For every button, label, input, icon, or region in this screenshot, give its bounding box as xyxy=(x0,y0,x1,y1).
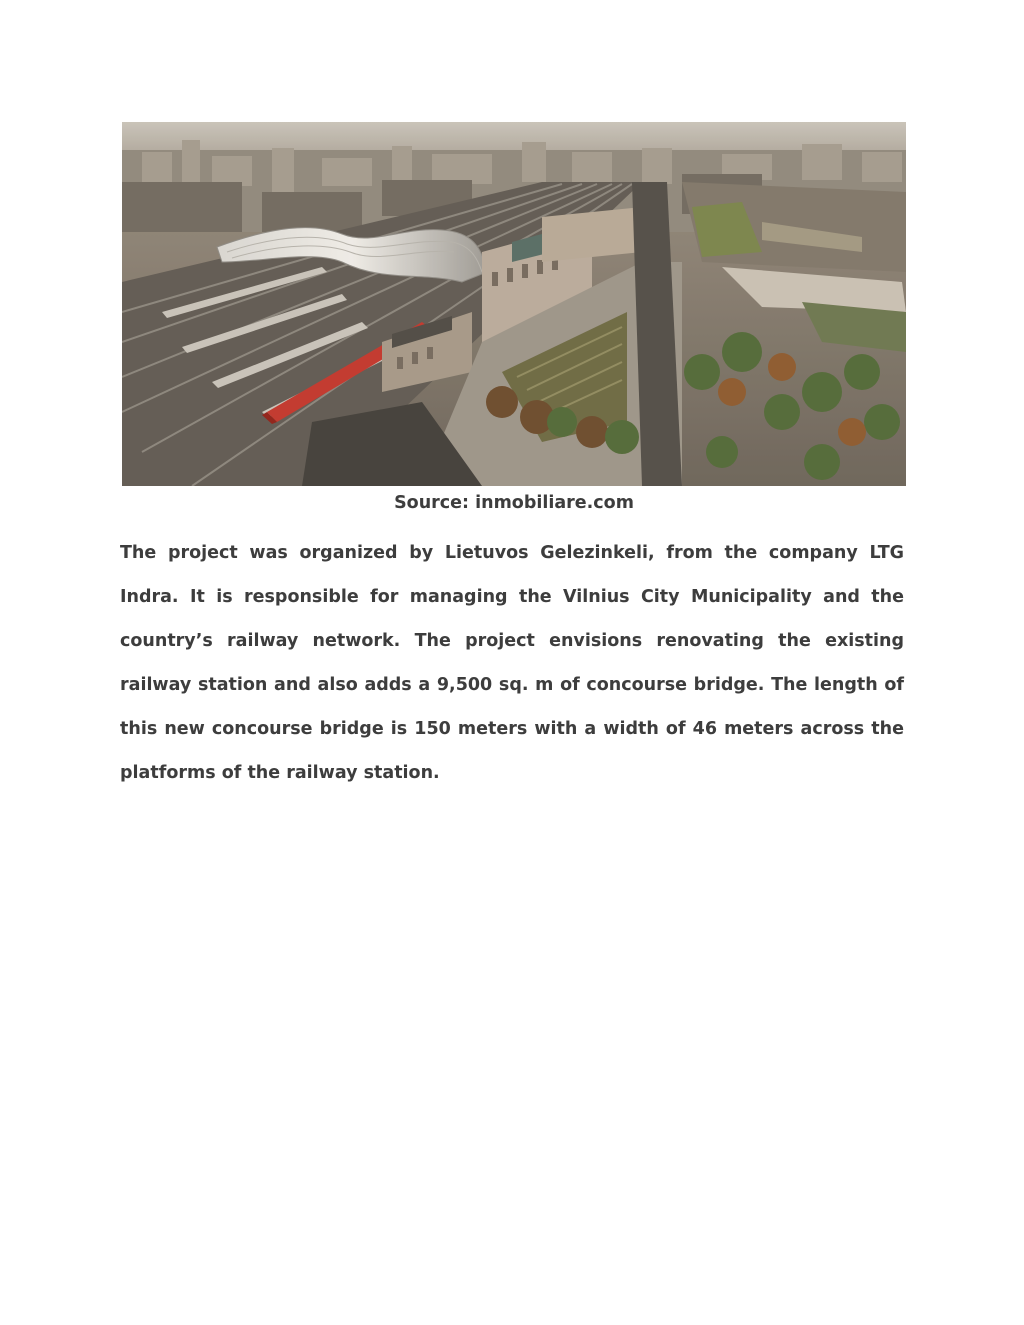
image-caption: Source: inmobiliare.com xyxy=(394,493,634,513)
station-aerial-illustration xyxy=(122,122,906,486)
station-aerial-image xyxy=(122,122,906,486)
body-paragraph: The project was organized by Lietuvos Gelezinkeli, from the company LTG Indra. It is responsible for managing the Vilnius City Municipality and the country’s railway network. The project envisions renovating the existing railway station and also adds a 9,500 sq. m of concourse bridge. The length of this new concourse bridge is 150 meters with a width of 46 meters across the platforms of the railway station. xyxy=(120,543,904,783)
